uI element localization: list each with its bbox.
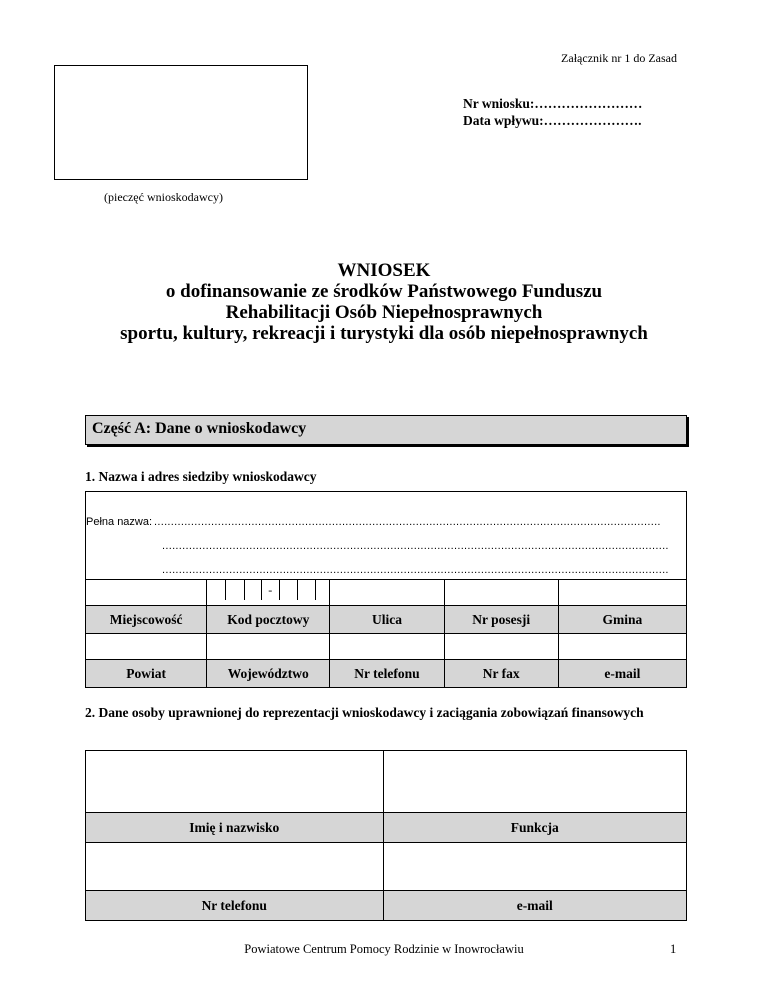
- question-1-heading: 1. Nazwa i adres siedziby wnioskodawcy: [85, 469, 317, 484]
- page-number: 1: [670, 942, 677, 956]
- input-cell[interactable]: [558, 634, 686, 660]
- application-info: [463, 95, 642, 129]
- representative-table: [85, 750, 687, 921]
- input-cell[interactable]: [330, 580, 444, 606]
- title-line: Rehabilitacji Osób Niepełnosprawnych: [225, 302, 543, 323]
- label-cell: Gmina: [558, 606, 686, 634]
- label-cell: Kod pocztowy: [207, 606, 330, 634]
- stamp-caption: (pieczęć wnioskodawcy): [104, 190, 223, 204]
- label-cell: Województwo: [207, 660, 330, 688]
- label-cell: Funkcja: [383, 813, 687, 843]
- section-a-title: Część A: Dane o wnioskodawcy: [92, 420, 307, 437]
- table-row: [86, 813, 687, 843]
- table-row: [86, 580, 687, 606]
- input-cell[interactable]: [86, 751, 384, 813]
- input-cell[interactable]: [383, 751, 687, 813]
- full-name-field[interactable]: [85, 491, 687, 580]
- address-table: [85, 579, 687, 688]
- full-name-label: Pełna nazwa:: [86, 516, 153, 528]
- input-cell[interactable]: [86, 843, 384, 891]
- input-cell[interactable]: [558, 580, 686, 606]
- title-line: WNIOSEK: [337, 260, 431, 281]
- date-received: Data wpływu:………………….: [463, 113, 642, 128]
- label-cell: Nr fax: [444, 660, 558, 688]
- question-2-heading: 2. Dane osoby uprawnionej do reprezentacji wnioskodawcy i zaciągania zobowiązań finansowych: [85, 705, 644, 720]
- label-cell: Nr telefonu: [330, 660, 444, 688]
- label-cell: e-mail: [558, 660, 686, 688]
- table-row: [86, 843, 687, 891]
- dotted-line: .......................................................................................................................................................: [162, 540, 669, 552]
- document-title: [0, 260, 768, 344]
- section-a-header: [85, 415, 687, 445]
- label-cell: Imię i nazwisko: [86, 813, 384, 843]
- input-cell[interactable]: [383, 843, 687, 891]
- stamp-box: [54, 65, 308, 180]
- title-line: sportu, kultury, rekreacji i turystyki dla osób niepełnosprawnych: [120, 323, 648, 344]
- label-cell: Nr telefonu: [86, 891, 384, 921]
- table-row: [86, 660, 687, 688]
- dotted-line: .......................................................................................................................................................: [162, 564, 669, 576]
- title-line: o dofinansowanie ze środków Państwowego Funduszu: [165, 281, 603, 302]
- label-cell: Powiat: [86, 660, 207, 688]
- label-cell: Ulica: [330, 606, 444, 634]
- label-cell: Miejscowość: [86, 606, 207, 634]
- dotted-line: .......................................................................................................................................................: [154, 516, 661, 528]
- page-footer: Powiatowe Centrum Pomocy Rodzinie w Inowrocławiu: [244, 942, 524, 956]
- postal-code-cell[interactable]: [207, 580, 330, 606]
- input-cell[interactable]: [207, 634, 330, 660]
- attachment-note: Załącznik nr 1 do Zasad: [561, 51, 677, 65]
- input-cell[interactable]: [444, 634, 558, 660]
- input-cell[interactable]: [444, 580, 558, 606]
- input-cell[interactable]: [86, 634, 207, 660]
- label-cell: e-mail: [383, 891, 687, 921]
- table-row: [86, 751, 687, 813]
- table-row: [86, 891, 687, 921]
- application-number: Nr wniosku:……………………: [463, 96, 643, 111]
- input-cell[interactable]: [86, 580, 207, 606]
- table-row: [86, 634, 687, 660]
- table-row: [86, 606, 687, 634]
- label-cell: Nr posesji: [444, 606, 558, 634]
- postal-separator: -: [261, 580, 280, 600]
- input-cell[interactable]: [330, 634, 444, 660]
